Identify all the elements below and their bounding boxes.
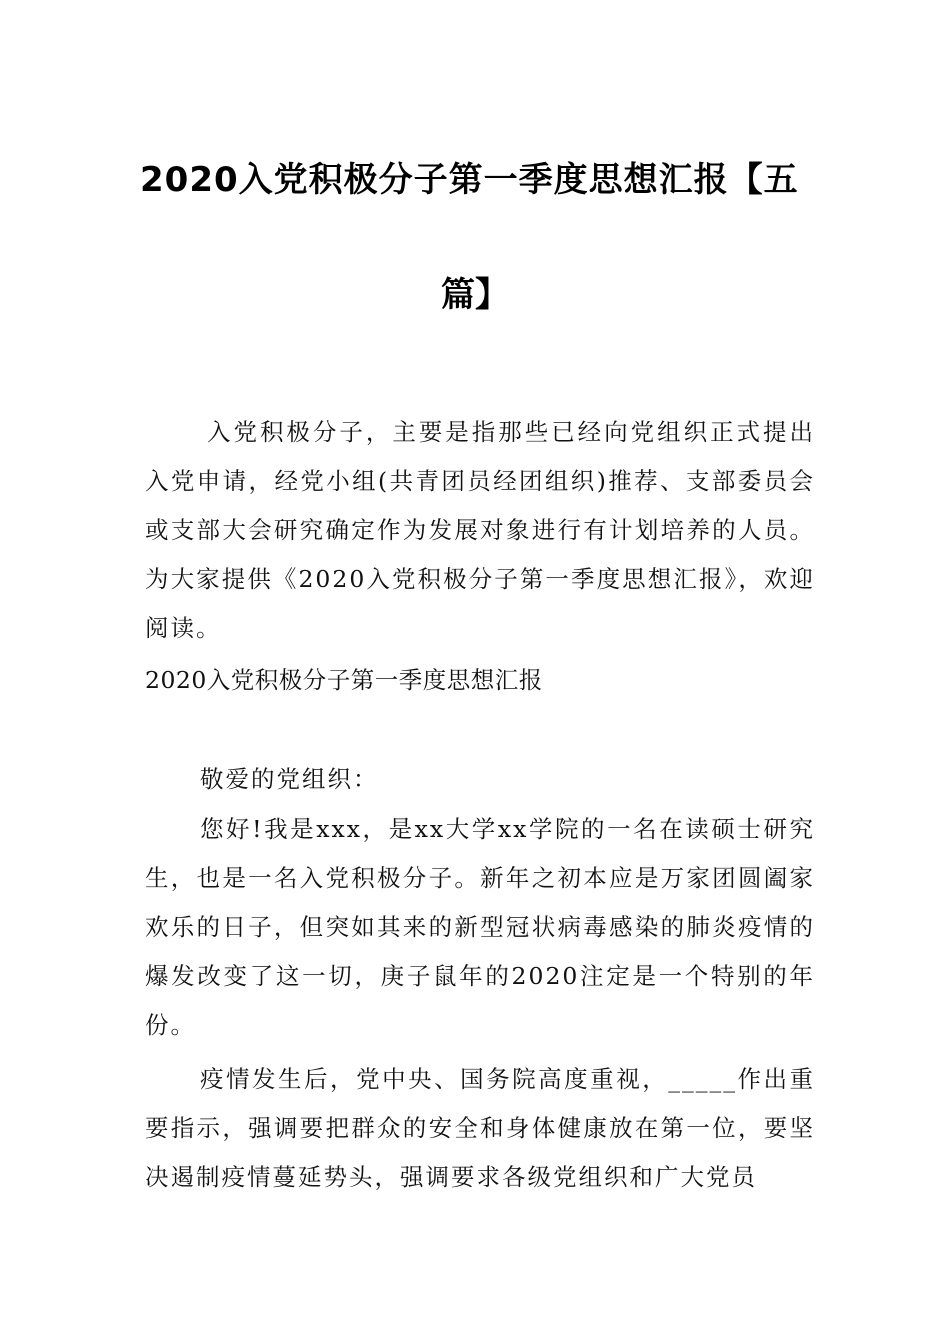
salutation: 敬爱的党组织： [200, 765, 379, 793]
document-title-line1: 2020入党积极分子第一季度思想汇报【五 [140, 160, 799, 200]
body-paragraph-2: 疫情发生后，党中央、国务院高度重视，_____作出重要指示，强调要把群众的安全和身体健康放在第一位，要坚决遏制疫情蔓延势头，强调要求各级党组织和广大党员 [145, 1065, 815, 1191]
intro-paragraph: 入党积极分子，主要是指那些已经向党组织正式提出入党申请，经党小组(共青团员经团组织)推荐、支部委员会或支部大会研究确定作为发展对象进行有计划培养的人员。为大家提供《2020入党积极分子第一季度思想汇报》，欢迎阅读。 [145, 418, 815, 642]
document-title-line2: 篇】 [441, 275, 509, 315]
body-paragraph-1: 您好!我是xxx，是xx大学xx学院的一名在读硕士研究生，也是一名入党积极分子。新年之初本应是万家团圆阖家欢乐的日子，但突如其来的新型冠状病毒感染的肺炎疫情的爆发改变了这一切，庚子鼠年的2020注定是一个特别的年份。 [145, 815, 815, 1039]
report-subtitle: 2020入党积极分子第一季度思想汇报 [145, 666, 543, 694]
